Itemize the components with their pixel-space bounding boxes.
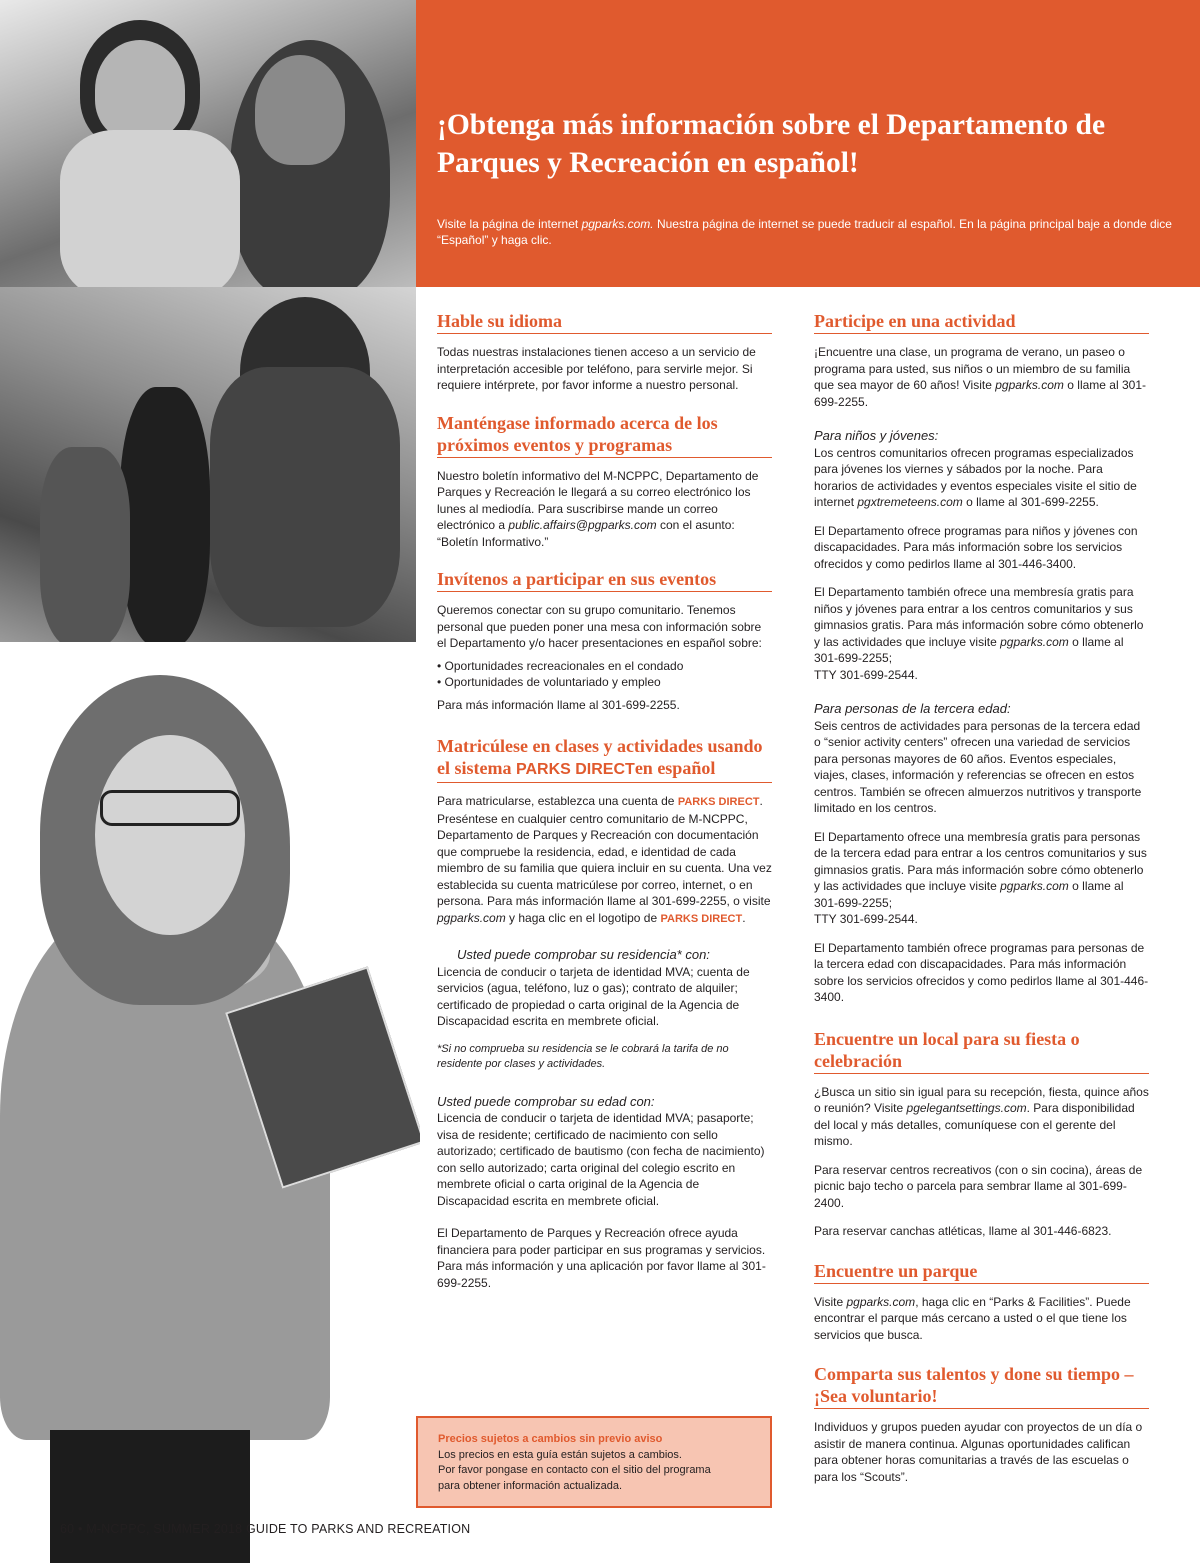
pgparks-link[interactable]: pgparks.com bbox=[846, 1294, 916, 1309]
page-title: ¡Obtenga más información sobre el Departamento de Parques y Recreación en español! bbox=[437, 109, 1106, 179]
participe-pre: ¡Encuentre una clase, un programa de verano, un paseo o programa para usted, sus niños o un miembro de su familia que sea mayor de 60 años! Visite bbox=[814, 345, 1131, 392]
section-title-invitenos: Invítenos a participar en sus eventos bbox=[437, 568, 772, 592]
pgxtremeteens-link[interactable]: pgxtremeteens.com bbox=[857, 495, 963, 509]
kids-heading: Para niños y jóvenes: bbox=[814, 428, 939, 443]
intro-text bbox=[437, 216, 1177, 248]
financial-aid: El Departamento de Parques y Recreación ofrece ayuda financiera para poder participar en sus programas y servicios. Para más información y una aplicación por favor llame al 301-699-2255. bbox=[437, 1226, 766, 1290]
price-notice-line: Los precios en esta guía están sujetos a cambios. bbox=[438, 1448, 682, 1461]
pgparks-link[interactable]: pgparks.com bbox=[437, 910, 506, 925]
kids-p1-post: o llame al 301-699-2255. bbox=[966, 495, 1099, 509]
kids-p1-pre: Los centros comunitarios ofrecen programas especializados para jóvenes los viernes y sábados por la noche. Para horarios de actividades y eventos especiales visite el sitio de internet bbox=[814, 445, 1137, 509]
section-body-invitenos: Queremos conectar con su grupo comunitario. Tenemos personal que pueden poner una mesa con información sobre el Departamento y/o hacer presentaciones en español sobre: bbox=[437, 603, 762, 650]
senior-tty: TTY 301-699-2544. bbox=[814, 912, 918, 926]
participe-post: o llame al 301-699-2255. bbox=[814, 378, 1146, 409]
pgparks-link[interactable]: pgparks.com bbox=[1000, 879, 1069, 893]
informado-pre: Nuestro boletín informativo del M-NCPPC, Departamento de Parques y Recreación le llegará a su correo electrónico los lunes al mediodía. Para suscribirse mande un correo electrónico a bbox=[437, 468, 759, 532]
parque-body bbox=[814, 1294, 1149, 1344]
intro-post: Nuestra página de internet se puede traducir al español. En la página principal baje a donde dice “Español” y haga clic. bbox=[437, 217, 1172, 247]
price-notice-title: Precios sujetos a cambios sin previo aviso bbox=[438, 1433, 663, 1445]
price-notice-line: para obtener información actualizada. bbox=[438, 1479, 623, 1492]
senior-heading: Para personas de la tercera edad: bbox=[814, 701, 1011, 716]
kids-tty: TTY 301-699-2544. bbox=[814, 667, 918, 682]
section-title-idioma: Hable su idioma bbox=[437, 310, 772, 334]
local-p1-pre: ¿Busca un sitio sin igual para su recepción, fiesta, quince años o reunión? Visite bbox=[814, 1084, 1149, 1115]
local-p1-post: . Para disponibilidad del local y más detalles, comuníquese con el gerente del mismo. bbox=[814, 1101, 1135, 1148]
senior-body-3: El Departamento también ofrece programas para personas de la tercera edad con discapacidades. Para más información sobre los servicios ofrecidos y como pedirlos llame al 301-446-3400. bbox=[814, 940, 1149, 1004]
section-body-informado bbox=[437, 468, 772, 551]
list-item: • Oportunidades recreacionales en el condado bbox=[437, 658, 684, 673]
matriculese-title-post: en español bbox=[634, 758, 716, 778]
parque-pre: Visite bbox=[814, 1294, 844, 1309]
photo-mother-daughter bbox=[0, 0, 416, 287]
residence-heading: Usted puede comprobar su residencia* con: bbox=[457, 947, 710, 962]
kids-p3-pre: El Departamento también ofrece una membresía gratis para niños y jóvenes para entrar a los centros comunitarios y sus gimnasios gratis. Para más información sobre cómo obtenerlo y las actividades que incluye visite bbox=[814, 585, 1144, 649]
local-body-3: Para reservar canchas atléticas, llame al 301-446-6823. bbox=[814, 1224, 1112, 1238]
invitenos-phone: Para más información llame al 301-699-2255. bbox=[437, 697, 680, 712]
newsletter-email-link[interactable]: public.affairs@pgparks.com bbox=[508, 518, 657, 532]
voluntario-body: Individuos y grupos pueden ayudar con proyectos de un día o asistir de manera continua. Algunas oportunidades califican para obtener horas comunitarias a través de las escuelas o para los “Scouts”. bbox=[814, 1420, 1143, 1484]
column-right bbox=[814, 310, 1149, 1497]
matriculese-p1-pre: Para matricularse, establezca una cuenta de bbox=[437, 794, 675, 808]
senior-p2-pre: El Departamento ofrece una membresía gratis para personas de la tercera edad para entrar a los centros comunitarios y sus gimnasios gratis. Para más información sobre cómo obtenerlo y las actividades que incluye visite bbox=[814, 829, 1147, 893]
matriculese-title-pre: Matricúlese en clases y actividades usando el sistema bbox=[437, 736, 763, 778]
age-body: Licencia de conducir o tarjeta de identidad MVA; pasaporte; visa de residente; certificado de nacimiento con sello autorizado; certificado de bautismo (con fecha de nacimiento) con sello autorizado; carta original del colegio escrito en membrete oficial o carta original de la Agencia de Discapacidad escrita en membrete oficial. bbox=[437, 1111, 765, 1208]
section-title-informado: Manténgase informado acerca de los próximos eventos y programas bbox=[437, 412, 772, 458]
photo-band-performance bbox=[0, 287, 416, 642]
residence-body: Licencia de conducir o tarjeta de identidad MVA; cuenta de servicios (agua, teléfono, luz o gas); contrato de alquiler; certificado de propiedad o carta original de la Agencia de Discapacidad escrita en membrete oficial. bbox=[437, 964, 750, 1028]
pgparks-link[interactable]: pgparks.com bbox=[995, 378, 1064, 392]
matriculese-p1-post: y haga clic en el logotipo de bbox=[509, 910, 658, 925]
informado-post: con el asunto: “Boletín Informativo.” bbox=[437, 518, 735, 549]
column-middle bbox=[437, 310, 772, 1303]
section-title-voluntario: Comparta sus talentos y done su tiempo – ¡Sea voluntario! bbox=[814, 1363, 1149, 1409]
intro-link[interactable]: pgparks.com. bbox=[581, 217, 654, 231]
matriculese-p1-mid: . Preséntese en cualquier centro comunitario de M-NCPPC, Departamento de Parques y Recreación con documentación que compruebe la residencia, edad, e identidad de cada miembro de su familia que quiera incluir en su cuenta. Una vez establecida su cuenta matricúlese por correo, internet, o en persona. Para más información llame al 301-699-2255, o visite bbox=[437, 794, 772, 908]
parks-direct-logo-text: PARKS DIRECT bbox=[660, 912, 743, 925]
local-body-1 bbox=[814, 1084, 1149, 1150]
parks-direct-brand: PARKS DIRECT bbox=[677, 796, 760, 808]
senior-p2-post: o llame al 301-699-2255; bbox=[814, 879, 1124, 910]
section-title-participe: Participe en una actividad bbox=[814, 310, 1149, 334]
parque-post: , haga clic en “Parks & Facilities”. Puede encontrar el parque más cercano a usted o el que tiene los servicios que busca. bbox=[814, 1294, 1131, 1342]
section-body-matriculese: Para matricularse, establezca una cuenta de PARKS DIRECT. Preséntese en cualquier centro comunitario de M-NCPPC, Departamento de Parques y Recreación con documentación que compruebe la residencia, edad, e identidad de cada miembro de su familia que quiera incluir en su cuenta. Una vez establecida su cuenta matricúlese por correo, internet, o en persona. Para más información llame al 301-699-2255, o visite pgparks.com y haga clic en el logotipo de PARKS DIRECT. bbox=[437, 794, 772, 925]
section-title-parque: Encuentre un parque bbox=[814, 1260, 1149, 1284]
kids-body-3 bbox=[814, 584, 1149, 683]
local-body-2: Para reservar centros recreativos (con o sin cocina), áreas de picnic bajo techo o parcela para sembrar llame al 301-699-2400. bbox=[814, 1162, 1143, 1210]
senior-body-1: Seis centros de actividades para personas de la tercera edad o “senior activity centers” ofrecen una variedad de servicios para personas mayores de 60 años. Eventos especiales, viajes, clases, información y referencias se ofrecen en estos centros. También se ofrecen almuerzos nutritivos y transporte limitado en los centros. bbox=[814, 718, 1142, 815]
intro-pre: Visite la página de internet bbox=[437, 217, 579, 231]
kids-body-2: El Departamento ofrece programas para niños y jóvenes con discapacidades. Para más información sobre los servicios ofrecidos y como pedirlos llame al 301-446-3400. bbox=[814, 523, 1138, 571]
price-notice-line: Por favor pongase en contacto con el sitio del programa bbox=[438, 1464, 711, 1476]
matriculese-title-brand: PARKS DIRECT bbox=[515, 761, 635, 778]
residence-note: *Si no comprueba su residencia se le cobrará la tarifa de no residente por clases y actividades. bbox=[437, 1042, 729, 1070]
list-item: • Oportunidades de voluntariado y empleo bbox=[437, 675, 661, 689]
section-title-matriculese bbox=[437, 735, 772, 783]
section-body-idioma: Todas nuestras instalaciones tienen acceso a un servicio de interpretación accesible por teléfono, para servirle mejor. Si requiere intérprete, por favor informe a nuestro personal. bbox=[437, 345, 756, 392]
pgparks-link[interactable]: pgparks.com bbox=[1000, 634, 1069, 649]
age-heading: Usted puede comprobar su edad con: bbox=[437, 1093, 655, 1109]
photo-woman-with-brochure bbox=[0, 650, 420, 1563]
kids-body-1 bbox=[814, 445, 1149, 511]
page-footer: 60 • M-NCPPC, SUMMER 2018 GUIDE TO PARKS AND RECREATION bbox=[60, 1522, 471, 1536]
price-notice-box bbox=[416, 1416, 772, 1508]
bullet-list bbox=[437, 658, 772, 691]
pgelegantsettings-link[interactable]: pgelegantsettings.com bbox=[906, 1101, 1027, 1115]
senior-body-2 bbox=[814, 829, 1149, 928]
section-title-local: Encuentre un local para su fiesta o celebración bbox=[814, 1028, 1149, 1074]
kids-p3-post: o llame al 301-699-2255; bbox=[814, 634, 1124, 665]
section-body-participe bbox=[814, 344, 1149, 410]
